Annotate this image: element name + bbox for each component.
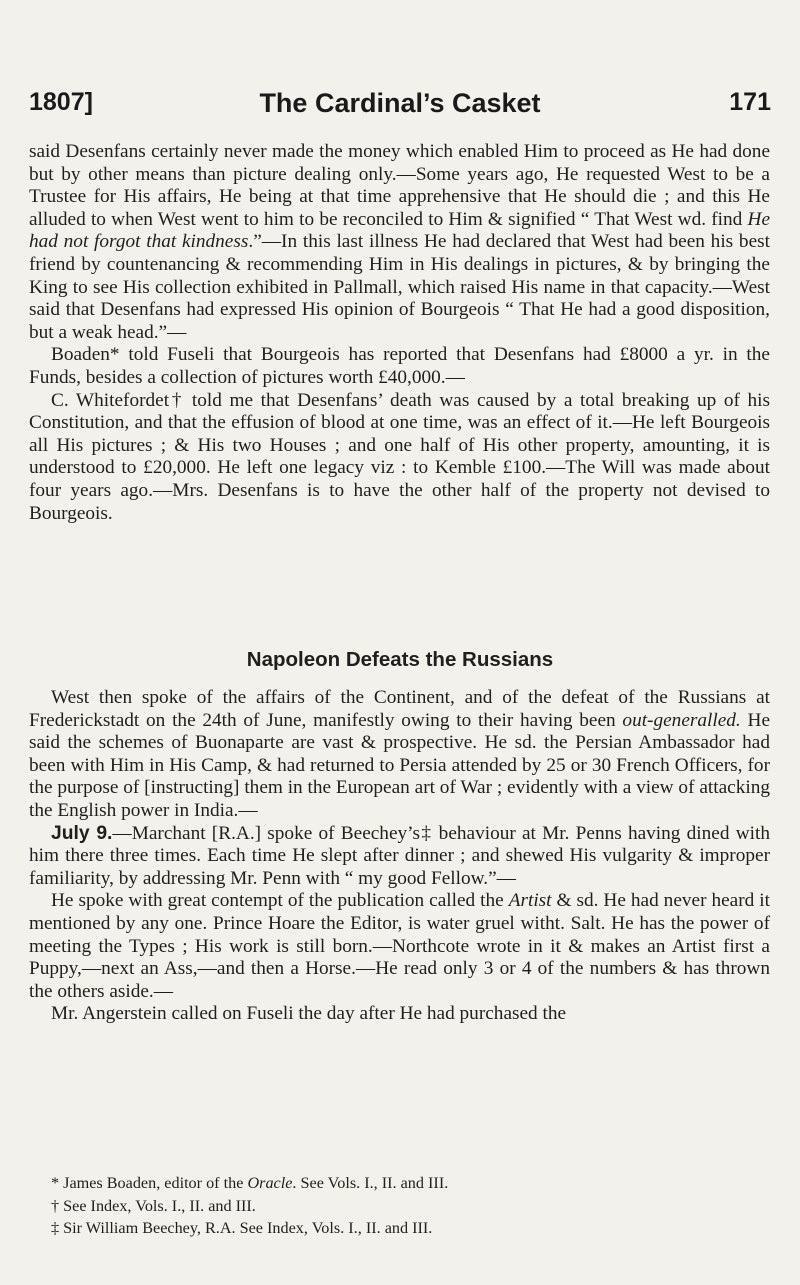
footnote-2: † See Index, Vols. I., II. and III. xyxy=(51,1196,256,1215)
footnote-1 xyxy=(51,1172,771,1195)
footnote-3: ‡ Sir William Beechey, R.A. See Index, Vols. I., II. and III. xyxy=(51,1219,433,1237)
running-head-title: The Cardinal’s Casket xyxy=(259,88,541,118)
paragraph-6-text-a: He spoke with great contempt of the publication called the xyxy=(51,890,509,912)
running-head xyxy=(29,88,771,122)
paragraph-4-italic: out-generalled. xyxy=(622,709,741,731)
paragraph-6-italic: Artist xyxy=(508,890,552,912)
footnote-1-text-a: * James Boaden, editor of the xyxy=(51,1174,248,1192)
text-block-after-heading xyxy=(29,687,770,1026)
footnote-1-italic: Oracle xyxy=(247,1174,293,1192)
paragraph-1 xyxy=(29,141,770,344)
paragraph-7: Mr. Angerstein called on Fuseli the day after He had purchased the xyxy=(51,1003,567,1025)
paragraph-4 xyxy=(29,687,770,823)
paragraph-4-text-b: He said the schemes of Buonaparte are vast & prospective. He sd. the Persian Ambassador had been with Him in His Camp, & had returned to Persia attended by 25 or 30 French Officers, for the purpose of [instructing] them in the European art of War ; evidently with a view of attacking the English power in India.— xyxy=(29,709,770,821)
paragraph-1-text-b: .”—In this last illness He had declared that West had been his best friend by countenancing & recommending Him in His dealings in pictures, & by bringing the King to see His collection exhibited in Pallmall, which raised His name in that capacity.—West said that Desenfans had expressed His opinion of Bourgeois “ That He had a good disposition, but a weak head.”— xyxy=(29,231,770,343)
running-head-year: 1807] xyxy=(29,88,93,116)
paragraph-5-text: —Marchant [R.A.] spoke of Beechey’s‡ behaviour at Mr. Penns having dined with him there three times. Each time He slept after dinner ; and shewed His vulgarity & improper familiarity, by addressing Mr. Penn with “ my good Fellow.”— xyxy=(29,822,770,889)
paragraph-2: Boaden* told Fuseli that Bourgeois has reported that Desenfans had £8000 a yr. in the Funds, besides a collection of pictures worth £40,000.— xyxy=(29,344,770,388)
paragraph-3: C. Whitefordet† told me that Desenfans’ death was caused by a total breaking up of his Constitution, and that the effusion of blood at one time, was an effect of it.—He left Bourgeois all His pictures ; & His two Houses ; and one half of His other property, amounting, it is understood to £20,000. He left one legacy viz : to Kemble £100.—The Will was made about four years ago.—Mrs. Desenfans is to have the other half of the property not devised to Bourgeois. xyxy=(29,389,770,524)
paragraph-6-text-b: & sd. He had never heard it mentioned by any one. Prince Hoare the Editor, is water gruel witht. Salt. He has the power of meeting the Types ; His work is still born.—Northcote wrote in it & makes an Artist first a Puppy,—next an Ass,—and then a Horse.—He read only 3 or 4 of the numbers & has thrown the others aside.— xyxy=(29,890,770,1002)
paragraph-1-italic: He had not forgot that kindness xyxy=(29,208,770,253)
entry-date: July 9. xyxy=(51,822,113,844)
paragraph-4-text-a: West then spoke of the affairs of the Continent, and of the defeat of the Russians at Frederickstadt on the 24th of June, manifestly owing to their having been xyxy=(29,687,770,731)
paragraph-1-text-a: said Desenfans certainly never made the money which enabled Him to proceed as He had done but by other means than picture dealing only.—Some years ago, He requested West to be a Trustee for His affairs, He being at that time apprehensive that He should die ; and this He alluded to when West went to him to be reconciled to Him & signified “ That West wd. find xyxy=(29,141,770,230)
text-block-before-heading xyxy=(29,141,770,525)
footnote-1-text-b: . See Vols. I., II. and III. xyxy=(292,1174,449,1192)
section-heading: Napoleon Defeats the Russians xyxy=(246,648,554,671)
paragraph-6 xyxy=(29,890,770,1003)
paragraph-5 xyxy=(29,823,770,891)
footnotes xyxy=(51,1172,771,1240)
page-number: 171 xyxy=(729,88,771,116)
